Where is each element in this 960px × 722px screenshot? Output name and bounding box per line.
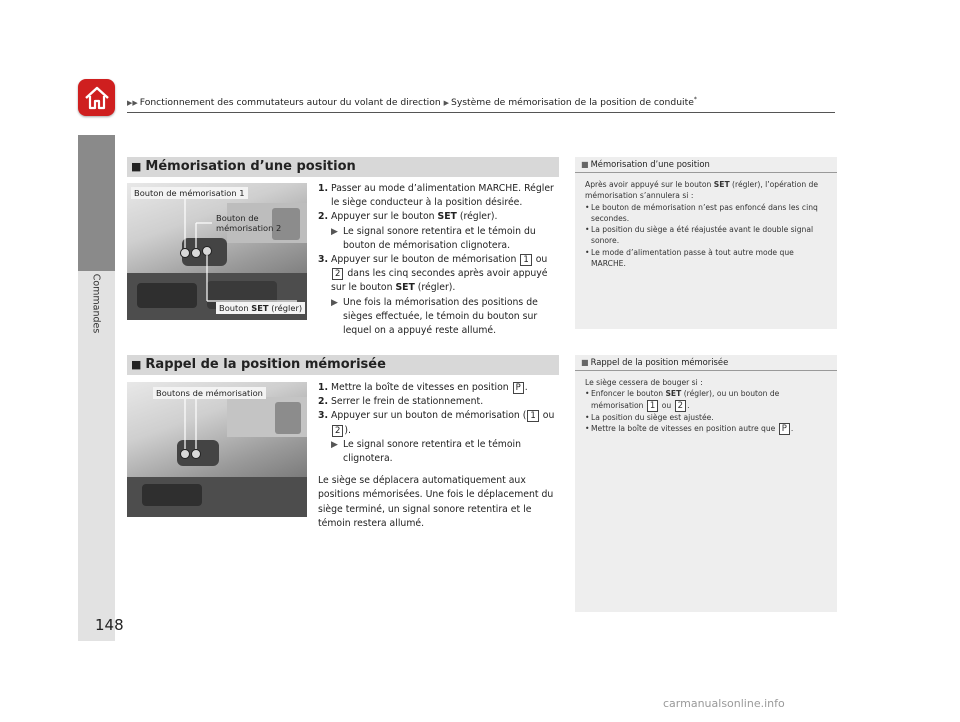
photo-memory-buttons-2 [127, 382, 307, 517]
memory-key-1: 1 [520, 254, 531, 266]
note-content: Le siège cessera de bouger si : • Enfoncer le bouton SET (régler), ou un bouton de mémorisation 1 ou 2 . • La position du siège est ajustée. • Mettre la boîte de vitesses en position autre que P . [575, 371, 837, 435]
breadcrumb-arrow-icon: ▶ [443, 99, 449, 108]
square-bullet-icon: ■ [131, 358, 142, 371]
step-3-result: ▶ Le signal sonore retentira et le témoin clignotera. [318, 438, 560, 466]
page-number: 148 [95, 616, 124, 634]
section-title: Mémorisation d’une position [145, 159, 356, 174]
memory-key-2: 2 [675, 400, 686, 412]
home-button[interactable] [78, 79, 115, 116]
note-heading: ■ Mémorisation d’une position [575, 157, 837, 173]
chapter-label: Commandes [90, 273, 102, 334]
note-memorisation [575, 157, 837, 329]
note-bullet: • La position du siège est ajustée. [585, 412, 714, 422]
label-set-button: Bouton SET (régler) [216, 302, 305, 314]
watermark-footer: carmanualsonline.info [663, 697, 785, 710]
label-memory-buttons: Boutons de mémorisation [153, 387, 266, 399]
section-heading-rappel [127, 355, 559, 375]
recall-paragraph: Le siège se déplacera automatiquement aux positions mémorisées. Une fois le déplacement du siège terminé, un signal sonore retentira et le témoin restera allumé. [318, 475, 554, 529]
breadcrumb-arrow-icon: ▶▶ [127, 99, 138, 108]
result-arrow-icon: ▶ [331, 439, 338, 450]
park-key: P [513, 382, 524, 394]
section-title: Rappel de la position mémorisée [145, 357, 386, 372]
label-memory-button-2: Bouton de mémorisation 2 [216, 213, 282, 233]
step-3: 3. Appuyer sur un bouton de mémorisation ( 1 ou 2 ). [318, 410, 555, 436]
result-arrow-icon: ▶ [331, 297, 338, 308]
step-2: 2. Serrer le frein de stationnement. [318, 396, 484, 408]
note-bullet: • Mettre la boîte de vitesses en position autre que P . [585, 423, 794, 434]
step-1: 1. Passer au mode d’alimentation MARCHE. Régler le siège conducteur à la position désirée. [318, 183, 554, 209]
note-bullet: • La position du siège a été réajustée avant le double signal sonore. [585, 225, 814, 246]
breadcrumb [127, 96, 697, 108]
result-arrow-icon: ▶ [331, 226, 338, 237]
header-rule [127, 112, 835, 113]
step-1: 1. Mettre la boîte de vitesses en position P . [318, 382, 528, 393]
note-content: Après avoir appuyé sur le bouton SET (régler), l’opération de mémorisation s’annulera si : • Le bouton de mémorisation n’est pas enfoncé dans les cinq secondes. • La position du siège a été réajustée avant le double signal sonore. • Le mode d’alimentation passe à tout autre mode que MARCHE. [575, 173, 837, 269]
home-icon [84, 86, 110, 110]
step-2: 2. Appuyer sur le bouton SET (régler). [318, 211, 498, 223]
note-heading: ■ Rappel de la position mémorisée [575, 355, 837, 371]
breadcrumb-link-1[interactable]: Fonctionnement des commutateurs autour du volant de direction [139, 97, 441, 109]
note-bullet: • Enfoncer le bouton SET (régler), ou un bouton de mémorisation 1 ou 2 . [585, 389, 780, 411]
note-bullet: • Le bouton de mémorisation n’est pas enfoncé dans les cinq secondes. [585, 202, 818, 223]
breadcrumb-asterisk: * [693, 96, 697, 103]
section2-steps [318, 381, 560, 531]
chapter-tab[interactable] [78, 135, 115, 271]
memory-key-2: 2 [332, 425, 343, 437]
memory-key-1: 1 [647, 400, 658, 412]
breadcrumb-link-2[interactable]: Système de mémorisation de la position de conduite [450, 97, 694, 109]
memory-key-2: 2 [332, 268, 343, 280]
step-3-result: ▶ Une fois la mémorisation des positions de sièges effectuée, le témoin du bouton sur lequel on a appuyé reste allumé. [318, 296, 560, 339]
door-panel-illustration [127, 382, 307, 517]
section-heading-memorisation [127, 157, 559, 177]
square-bullet-icon: ■ [131, 160, 142, 173]
memory-key-1: 1 [527, 410, 538, 422]
note-icon: ■ [581, 358, 589, 367]
label-memory-button-1: Bouton de mémorisation 1 [131, 187, 248, 199]
section1-steps [318, 182, 560, 338]
step-2-result: ▶ Le signal sonore retentira et le témoin du bouton de mémorisation clignotera. [318, 225, 560, 253]
note-rappel [575, 355, 837, 612]
photo-memory-buttons [127, 183, 307, 320]
note-bullet: • Le mode d’alimentation passe à tout autre mode que MARCHE. [585, 247, 794, 269]
note-icon: ■ [581, 160, 589, 169]
park-key: P [779, 423, 790, 435]
door-panel-illustration [127, 183, 307, 320]
step-3: 3. Appuyer sur le bouton de mémorisation 1 ou 2 dans les cinq secondes après avoir appuyé sur le bouton SET (régler). [318, 254, 548, 294]
